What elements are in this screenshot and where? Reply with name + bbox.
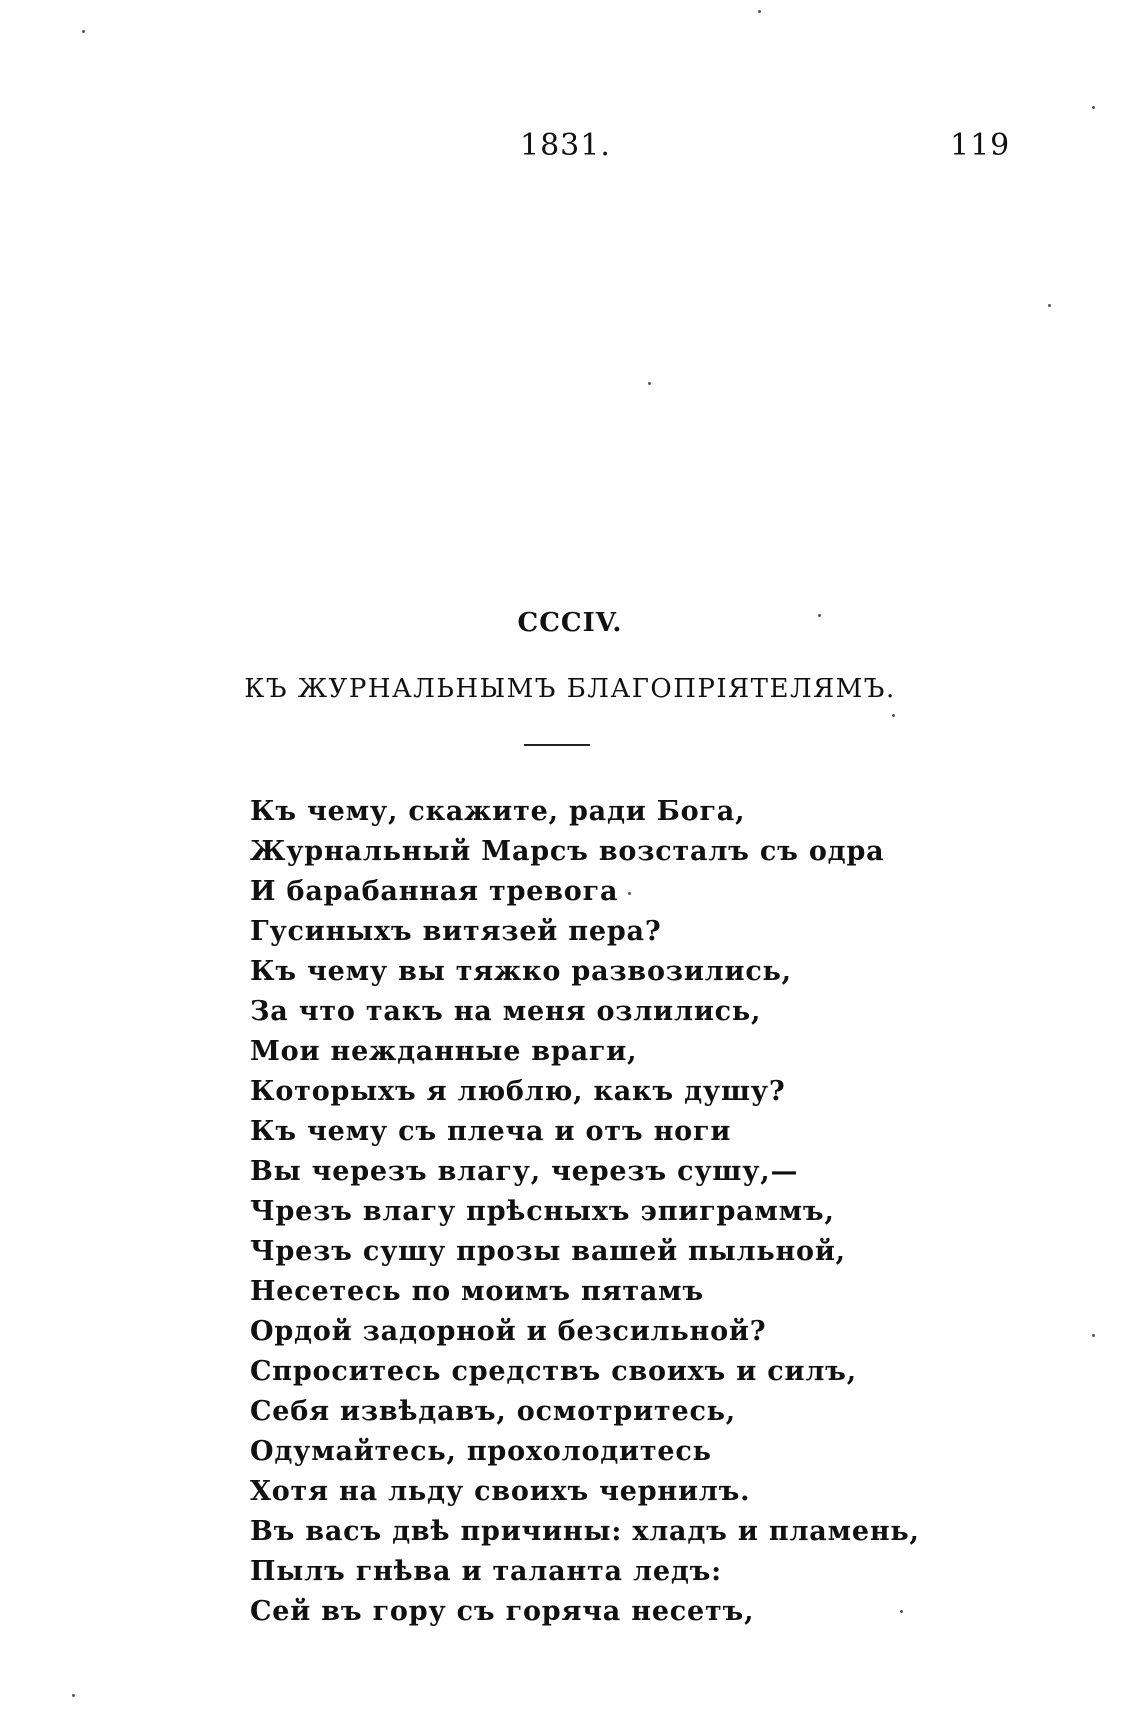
running-head [0,128,1140,168]
scan-speck [1092,106,1095,109]
verse-line: Мои нежданные враги, [250,1036,638,1067]
running-head-year: 1831. [520,128,611,163]
verse-line: Къ чему съ плеча и отъ ноги [250,1116,732,1147]
poem-number: CCCIV. [517,608,623,638]
verse-line: Чрезъ влагу прѣсныхъ эпиграммъ, [250,1196,835,1227]
scan-speck [892,714,895,717]
scan-speck [72,1694,75,1697]
verse-line: Одумайтесь, прохолодитесь [250,1436,712,1467]
verse-line: Спроситесь средствъ своихъ и силъ, [250,1356,857,1387]
verse-line: Вы черезъ влагу, черезъ сушу,— [250,1156,799,1187]
verse-line: Ордой задорной и безсильной? [250,1316,767,1347]
verse-line: Хотя на льду своихъ чернилъ. [250,1476,751,1507]
verse-line: Сей въ гору съ горяча несетъ, [250,1596,755,1627]
poem-title: КЪ ЖУРНАЛЬНЫМЪ БЛАГОПРІЯТЕЛЯМЪ. [244,674,896,704]
verse-line: И барабанная тревога [250,876,619,907]
scan-speck [900,1610,903,1613]
scan-speck [628,892,631,895]
verse-line: Къ чему, скажите, ради Бога, [250,796,746,827]
scan-speck [648,382,651,385]
verse-line: Къ чему вы тяжко развозились, [250,956,792,987]
verse-line: Въ васъ двѣ причины: хладъ и пламень, [250,1516,920,1547]
verse-line: Несетесь по моимъ пятамъ [250,1276,704,1307]
page-number: 119 [950,128,1011,163]
verse-line: Журнальный Марсъ возсталъ съ одра [250,836,885,867]
verse-line: Себя извѣдавъ, осмотритесь, [250,1396,737,1427]
verse-line: Чрезъ сушу прозы вашей пыльной, [250,1236,846,1267]
verse-line: За что такъ на меня озлились, [250,996,762,1027]
scan-speck [1092,1334,1095,1337]
title-divider [524,744,590,746]
poem-body [250,792,1050,1632]
scan-speck [82,30,85,33]
scan-speck [1048,304,1051,307]
scan-speck [758,10,761,13]
verse-line: Гусиныхъ витязей пера? [250,916,662,947]
verse-line: Пылъ гнѣва и таланта ледъ: [250,1556,722,1587]
scan-speck [818,614,821,617]
verse-line: Которыхъ я люблю, какъ душу? [250,1076,786,1107]
